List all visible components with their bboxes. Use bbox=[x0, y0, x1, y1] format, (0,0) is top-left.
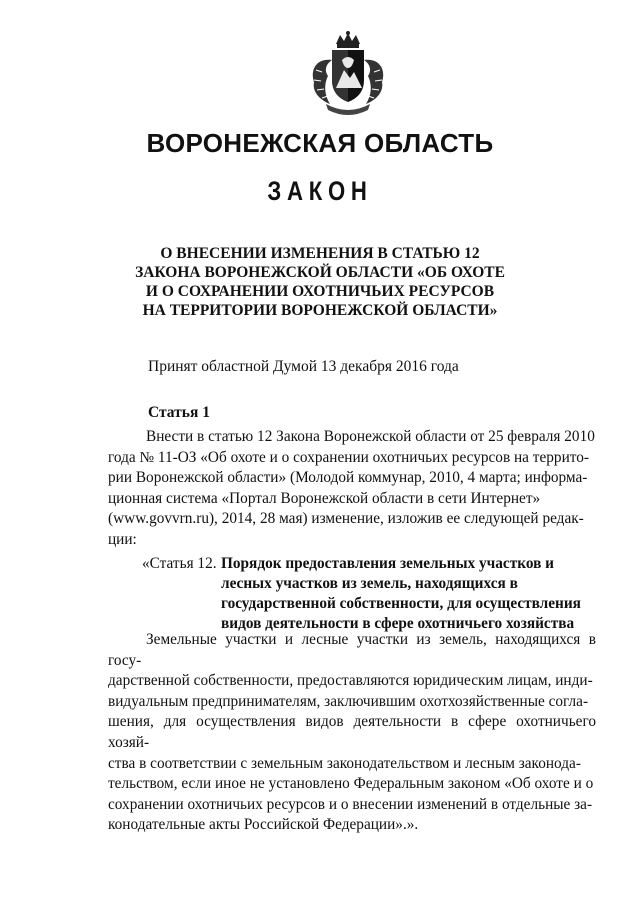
text-line: шения, для осуществления видов деятельности в сфере охотничьего хозяй- bbox=[108, 713, 596, 751]
title-line: НА ТЕРРИТОРИИ ВОРОНЕЖСКОЙ ОБЛАСТИ» bbox=[142, 302, 498, 319]
article-1-heading: Статья 1 bbox=[148, 404, 210, 421]
article-12-heading bbox=[221, 554, 621, 634]
region-name: ВОРОНЕЖСКАЯ ОБЛАСТЬ bbox=[146, 128, 494, 158]
heading-line: государственной собственности, для осуществления bbox=[221, 595, 581, 612]
document-type: ЗАКОН bbox=[267, 176, 373, 206]
text-line: рии Воронежской области» (Молодой коммунар, 2010, 4 марта; информа- bbox=[108, 469, 588, 487]
text-line: Внести в статью 12 Закона Воронежской области от 25 февраля 2010 bbox=[146, 428, 595, 445]
heading-line: видов деятельности в сфере охотничьего хозяйства bbox=[221, 615, 575, 632]
article-1-text bbox=[108, 427, 596, 551]
text-line: дарственной собственности, предоставляются юридическим лицам, инди- bbox=[108, 672, 593, 690]
text-line: ционная система «Портал Воронежской области в сети Интернет» bbox=[108, 489, 541, 507]
title-line: О ВНЕСЕНИИ ИЗМЕНЕНИЯ В СТАТЬЮ 12 bbox=[160, 245, 480, 262]
text-line: (www.govvrn.ru), 2014, 28 мая) изменение, изложив ее следующей редак- bbox=[108, 510, 584, 528]
text-line: года № 11-ОЗ «Об охоте и о сохранении охотничьих ресурсов на террито- bbox=[108, 448, 589, 466]
text-line: ции: bbox=[108, 530, 137, 548]
adoption-date: Принят областной Думой 13 декабря 2016 года bbox=[148, 358, 459, 375]
text-line: ства в соответствии с земельным законодательством и лесным законода- bbox=[108, 754, 581, 772]
article-12-label: «Статья 12. bbox=[142, 555, 217, 572]
text-line: видуальным предпринимателям, заключившим охотхозяйственные согла- bbox=[108, 692, 589, 710]
text-line: тельством, если иное не установлено Федеральным законом «Об охоте и о bbox=[108, 775, 594, 793]
title-line: ЗАКОНА ВОРОНЕЖСКОЙ ОБЛАСТИ «ОБ ОХОТЕ bbox=[135, 264, 505, 281]
voronezh-coat-of-arms-icon bbox=[302, 30, 394, 116]
text-line: конодательные акты Российской Федерации».». bbox=[108, 816, 419, 834]
text-line: сохранении охотничьих ресурсов и о внесении изменений в отдельные за- bbox=[108, 795, 593, 813]
coat-of-arms-emblem bbox=[302, 30, 394, 116]
text-line: Земельные участки и лесные участки из земель, находящихся в госу- bbox=[108, 631, 596, 669]
article-12-text bbox=[108, 630, 596, 836]
heading-line: Порядок предоставления земельных участков и bbox=[221, 555, 554, 572]
law-title bbox=[120, 244, 520, 320]
heading-line: лесных участков из земель, находящихся в bbox=[221, 575, 518, 592]
title-line: И О СОХРАНЕНИИ ОХОТНИЧЬИХ РЕСУРСОВ bbox=[145, 283, 495, 300]
